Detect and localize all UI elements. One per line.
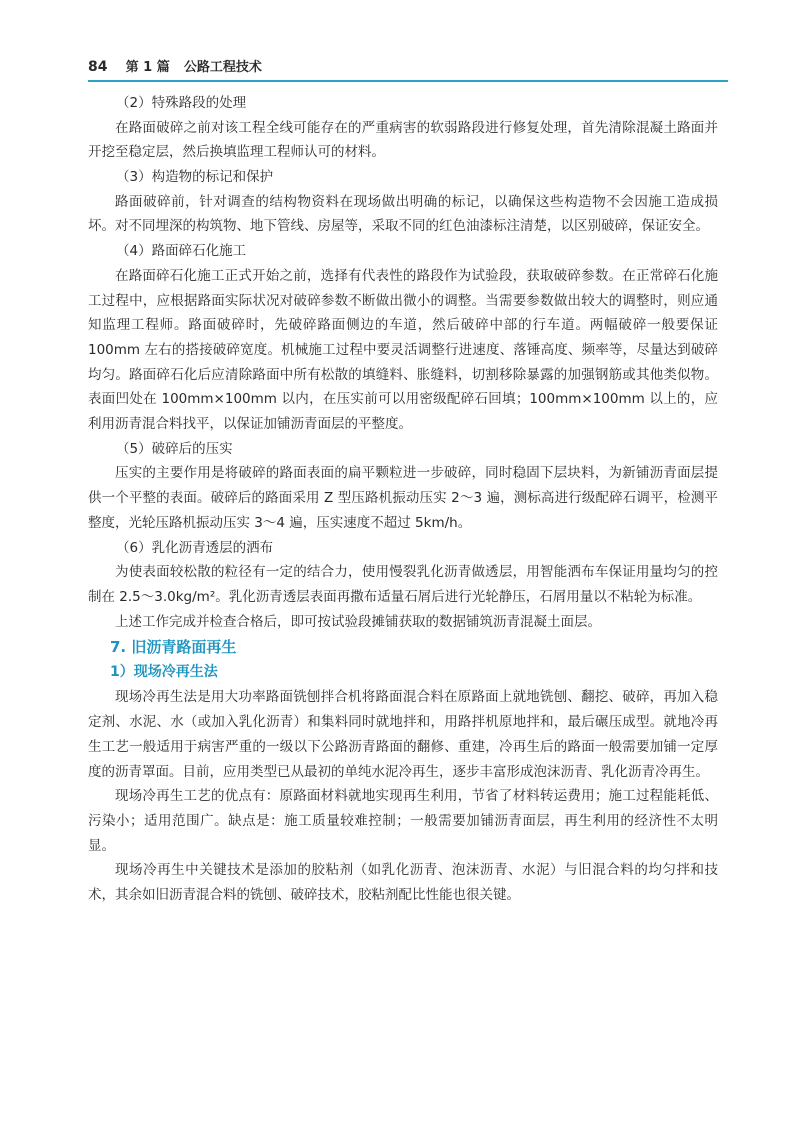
paragraph: 路面破碎前，针对调查的结构物资料在现场做出明确的标记，以确保这些构造物不会因施工造成损坏。对不同埋深的构筑物、地下管线、房屋等，采取不同的红色油漆标注清楚，以区别破碎，保证安全。 [88,193,718,235]
paragraph: 现场冷再生法是用大功率路面铣刨拌合机将路面混合料在原路面上就地铣刨、翻挖、破碎，再加入稳定剂、水泥、水（或加入乳化沥青）和集料同时就地拌和，用路拌机原地拌和，最后碾压成型。就地冷再生工艺一般适用于病害严重的一级以下公路沥青路面的翻修、重建，冷再生后的路面一般需要加铺一定厚度的沥青罩面。目前，应用类型已从最初的单纯水泥冷再生，逐步丰富形成泡沫沥青、乳化沥青冷再生。 [88,689,718,780]
paragraph: 上述工作完成并检查合格后，即可按试验段摊铺获取的数据铺筑沥青混凝土面层。 [115,613,601,630]
subheading-6: （6）乳化沥青透层的洒布 [116,539,274,556]
paragraph: 在路面碎石化施工正式开始之前，选择有代表性的路段作为试验段，获取破碎参数。在正常碎石化施工过程中，应根据路面实际状况对破碎参数不断做出微小的调整。当需要参数做出较大的调整时，则应通知监理工程师。路面破碎时，先破碎路面侧边的车道，然后破碎中部的行车道。两幅破碎一般要保证 100mm 左右的搭接破碎宽度。机械施工过程中要灵活调整行进速度、落锤高度、频率等，尽量达到破碎均匀。路面碎石化后应清除路面中所有松散的填缝料、胀缝料，切割移除暴露的加强钢筋或其他类似物。表面凹处在 100mm×100mm 以内，在压实前可以用密级配碎石回填；100mm×100mm 以上的，应利用沥青混合料找平，以保证加铺沥青面层的平整度。 [88,267,718,433]
running-header [88,56,728,78]
subsection-heading: 1）现场冷再生法 [110,664,218,681]
subheading-5: （5）破碎后的压实 [116,440,233,457]
chapter-title: 公路工程技术 [183,60,262,75]
subheading-4: （4）路面碎石化施工 [116,243,247,260]
paragraph: 现场冷再生工艺的优点有：原路面材料就地实现再生利用，节省了材料转运费用；施工过程能耗低、污染小；适用范围广。缺点是：施工质量较难控制；一般需要加铺沥青面层，再生利用的经济性不太明显。 [88,788,718,854]
subheading-2: （2）特殊路段的处理 [116,95,247,111]
part-label: 第 1 篇 [125,60,170,75]
header-rule [88,80,728,82]
page-number: 84 [88,59,108,75]
section-heading: 7. 旧沥青路面再生 [110,638,237,657]
paragraph: 压实的主要作用是将破碎的路面表面的扁平颗粒进一步破碎，同时稳固下层块料，为新铺沥青面层提供一个平整的表面。破碎后的路面采用 Z 型压路机振动压实 2～3 遍，测标高进行级配碎石调平，检测平整度，光轮压路机振动压实 3～4 遍，压实速度不超过 5km/h。 [88,465,718,531]
paragraph: 为使表面较松散的粒径有一定的结合力，使用慢裂乳化沥青做透层，用智能洒布车保证用量均匀的控制在 2.5～3.0kg/m²。乳化沥青透层表面再撒布适量石屑后进行光轮静压，石屑用量以不粘轮为标准。 [88,564,718,605]
paragraph: 现场冷再生中关键技术是添加的胶粘剂（如乳化沥青、泡沫沥青、水泥）与旧混合料的均匀拌和技术，其余如旧沥青混合料的铣刨、破碎技术，胶粘剂配比性能也很关键。 [88,862,718,904]
page-body [88,91,718,908]
paragraph: 在路面破碎之前对该工程全线可能存在的严重病害的软弱路段进行修复处理，首先清除混凝土路面并开挖至稳定层，然后换填监理工程师认可的材料。 [88,119,718,161]
subheading-3: （3）构造物的标记和保护 [116,169,274,186]
